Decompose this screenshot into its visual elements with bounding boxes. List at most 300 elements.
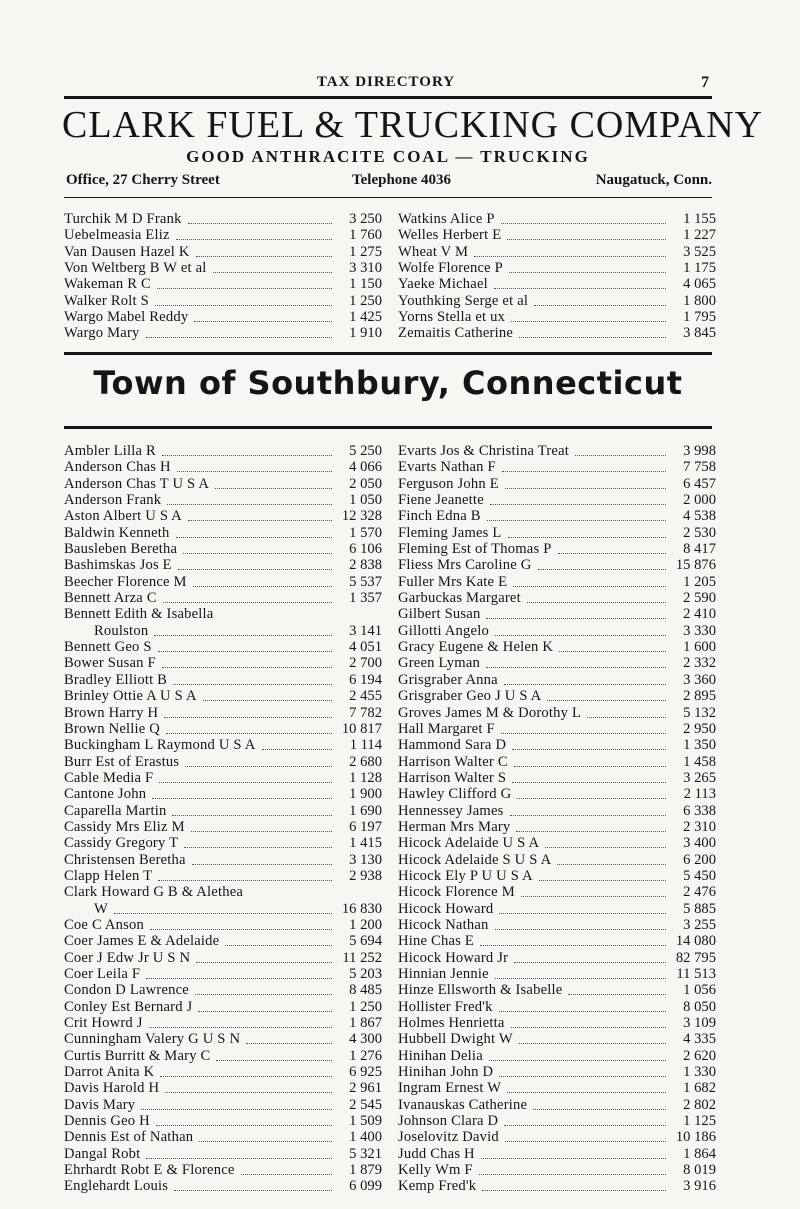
leader-dots — [146, 977, 332, 979]
entry-name — [398, 525, 670, 541]
entry-name — [64, 443, 336, 459]
leader-dots — [487, 519, 666, 521]
entry-name-text: Bennett Edith & Isabella — [64, 606, 214, 623]
directory-entry — [64, 884, 382, 900]
directory-entry — [398, 541, 716, 557]
leader-dots — [155, 304, 332, 306]
directory-entry — [398, 770, 716, 786]
entry-name — [64, 227, 336, 243]
entry-name — [64, 754, 336, 770]
entry-name-text: Fuller Mrs Kate E — [398, 573, 508, 590]
entry-assessment-value: 6 200 — [683, 851, 716, 868]
entry-name-text: Bennett Arza C — [64, 590, 157, 607]
entry-assessment-value: 1 150 — [349, 276, 382, 293]
entry-name-text: Joselovitz David — [398, 1129, 499, 1146]
directory-entry — [64, 325, 382, 341]
leader-dots — [246, 1042, 332, 1044]
entry-name-text: Ingram Ernest W — [398, 1080, 502, 1097]
entry-name — [398, 819, 670, 835]
entry-assessment-value: 15 876 — [675, 557, 716, 574]
directory-entry — [64, 1015, 382, 1031]
entry-name-text: Hubbell Dwight W — [398, 1031, 513, 1048]
entry-name-text: Conley Est Bernard J — [64, 998, 193, 1015]
entry-assessment-value: 1 275 — [349, 243, 382, 260]
entry-assessment-value: 1 175 — [683, 260, 716, 277]
directory-entry — [64, 459, 382, 475]
leader-dots — [162, 666, 332, 668]
entry-assessment-value: 10 186 — [675, 1129, 716, 1146]
entry-assessment-value: 1 690 — [349, 802, 382, 819]
entry-assessment-value: 3 130 — [349, 851, 382, 868]
entry-name — [398, 754, 670, 770]
directory-entry — [398, 1015, 716, 1031]
directory-entry — [64, 557, 382, 573]
leader-dots — [575, 454, 666, 456]
leader-dots — [481, 1157, 666, 1159]
entry-name — [64, 819, 336, 835]
entry-name-text: Anderson Chas H — [64, 459, 171, 476]
entry-name — [398, 557, 670, 573]
entry-assessment-value: 4 538 — [683, 508, 716, 525]
leader-dots — [172, 814, 332, 816]
entry-name — [398, 443, 670, 459]
entry-assessment-value: 5 203 — [349, 966, 382, 982]
entry-name — [64, 1015, 336, 1031]
leader-dots — [514, 961, 666, 963]
directory-entry — [64, 606, 382, 622]
entry-name — [64, 1097, 336, 1113]
entry-name-text: W — [94, 900, 108, 917]
leader-dots — [504, 1124, 666, 1126]
entry-assessment-value: 1 350 — [683, 737, 716, 754]
directory-entry — [398, 557, 716, 573]
leader-dots — [193, 585, 332, 587]
entry-name-text: Brown Harry H — [64, 704, 159, 721]
entry-assessment-value: 1 864 — [683, 1145, 716, 1162]
leader-dots — [547, 699, 666, 701]
entry-name — [398, 852, 670, 868]
leader-dots — [534, 304, 666, 306]
entry-name — [64, 1146, 336, 1162]
entry-name-text: Yorns Stella et ux — [398, 309, 506, 326]
entry-name-text: Hawley Clifford G — [398, 786, 512, 803]
leader-dots — [165, 1091, 332, 1093]
entry-name-text: Wargo Mary — [64, 325, 140, 342]
entry-name — [398, 1146, 670, 1162]
entry-assessment-value: 3 525 — [683, 243, 716, 260]
entry-name — [64, 982, 336, 998]
entry-name-text: Holmes Henrietta — [398, 1015, 505, 1032]
entry-name — [64, 508, 336, 524]
entry-name-text: Christensen Beretha — [64, 851, 186, 868]
entry-assessment-value: 2 838 — [349, 557, 382, 574]
entry-name — [398, 260, 670, 276]
entry-assessment-value: 1 910 — [349, 325, 382, 342]
directory-entry — [64, 574, 382, 590]
directory-entry — [398, 590, 716, 606]
directory-entry — [398, 1178, 716, 1194]
directory-entry — [64, 655, 382, 671]
entry-assessment-value: 2 961 — [349, 1080, 382, 1097]
entry-name-text: Davis Harold H — [64, 1080, 160, 1097]
entry-name — [398, 541, 670, 557]
entry-name — [64, 852, 336, 868]
entry-assessment-value: 1 900 — [349, 786, 382, 803]
entry-name-text: Welles Herbert E — [398, 227, 502, 244]
directory-entry — [398, 211, 716, 227]
entry-name-text: Clark Howard G B & Alethea — [64, 884, 244, 901]
entry-name-text: Beecher Florence M — [64, 573, 187, 590]
entry-name-text: Buckingham L Raymond U S A — [64, 737, 256, 754]
entry-name-text: Hall Margaret F — [398, 720, 495, 737]
entry-name-text: Condon D Lawrence — [64, 982, 189, 999]
directory-entry — [64, 1178, 382, 1194]
entry-name-text: Englehardt Louis — [64, 1178, 169, 1195]
leader-dots — [479, 1173, 666, 1175]
leader-dots — [533, 1108, 666, 1110]
entry-name-text: Bashimskas Jos E — [64, 557, 172, 574]
leader-dots — [213, 271, 332, 273]
entry-name — [64, 1129, 336, 1145]
entry-assessment-value: 12 328 — [341, 508, 382, 525]
directory-entry — [398, 999, 716, 1015]
entry-assessment-value: 2 895 — [683, 688, 716, 705]
leader-dots — [162, 454, 332, 456]
leader-dots — [519, 1042, 666, 1044]
entry-name — [64, 276, 336, 292]
leader-dots — [176, 536, 332, 538]
entry-assessment-value: 2 938 — [349, 867, 382, 884]
entry-assessment-value: 6 194 — [349, 671, 382, 688]
directory-entry — [64, 950, 382, 966]
leader-dots — [508, 536, 666, 538]
entry-assessment-value: 3 265 — [683, 769, 716, 786]
entry-assessment-value: 1 425 — [349, 309, 382, 326]
leader-dots — [154, 634, 332, 636]
entry-name — [398, 211, 670, 227]
leader-dots — [215, 487, 332, 489]
section-title: Town of Southbury, Connecticut — [93, 364, 683, 402]
directory-entry — [64, 1129, 382, 1145]
directory-entry — [398, 574, 716, 590]
entry-name-text: Ivanauskas Catherine — [398, 1096, 528, 1113]
entry-name — [398, 1178, 670, 1194]
entry-name-text: Wakeman R C — [64, 276, 151, 293]
entry-name — [64, 1064, 336, 1080]
entry-name-text: Dangal Robt — [64, 1145, 141, 1162]
entry-name-text: Yaeke Michael — [398, 276, 488, 293]
entry-name-text: Hicock Adelaide S U S A — [398, 851, 552, 868]
directory-entry — [398, 803, 716, 819]
entry-name-text: Cantone John — [64, 786, 147, 803]
leader-dots — [489, 1059, 666, 1061]
directory-entry — [398, 443, 716, 459]
entry-assessment-value: 1 125 — [683, 1113, 716, 1130]
entry-assessment-value: 4 051 — [349, 639, 382, 656]
entry-name-text: Fliess Mrs Caroline G — [398, 557, 532, 574]
leader-dots — [188, 519, 332, 521]
leader-dots — [160, 1075, 332, 1077]
directory-entry — [64, 443, 382, 459]
entry-name — [64, 884, 336, 900]
leader-dots — [163, 601, 332, 603]
entry-name — [398, 721, 670, 737]
entry-assessment-value: 1 800 — [683, 292, 716, 309]
leader-dots — [517, 797, 666, 799]
entry-assessment-value: 4 335 — [683, 1031, 716, 1048]
leader-dots — [195, 993, 332, 995]
entry-name — [398, 508, 670, 524]
entry-name-text: Bower Susan F — [64, 655, 156, 672]
entry-assessment-value: 6 197 — [349, 818, 382, 835]
entry-name-text: Ferguson John E — [398, 475, 499, 492]
leader-dots — [490, 503, 666, 505]
entry-name — [398, 1080, 670, 1096]
directory-entry — [64, 1162, 382, 1178]
entry-assessment-value: 1 879 — [349, 1162, 382, 1179]
entry-name — [64, 639, 336, 655]
entry-name — [398, 309, 670, 325]
directory-entry — [64, 803, 382, 819]
entry-assessment-value: 1 400 — [349, 1129, 382, 1146]
entry-name-text: Caparella Martin — [64, 802, 167, 819]
entry-name-text: Youthking Serge et al — [398, 292, 529, 309]
main-listing — [64, 443, 714, 1203]
directory-entry — [64, 227, 382, 243]
leader-dots — [152, 797, 332, 799]
leader-dots — [183, 552, 332, 554]
entry-name — [64, 459, 336, 475]
entry-name-text: Harrison Walter C — [398, 753, 508, 770]
entry-name-text: Dennis Est of Nathan — [64, 1129, 194, 1146]
leader-dots — [538, 568, 666, 570]
entry-assessment-value: 1 227 — [683, 227, 716, 244]
directory-entry — [398, 1162, 716, 1178]
directory-entry — [64, 966, 382, 982]
entry-name-text: Coer Leila F — [64, 966, 141, 982]
entry-name — [398, 950, 670, 966]
entry-name-text: Hicock Nathan — [398, 916, 489, 933]
entry-name — [64, 688, 336, 704]
running-head — [62, 74, 710, 96]
entry-assessment-value: 8 417 — [683, 541, 716, 558]
entry-name-text: Harrison Walter S — [398, 769, 507, 786]
directory-entry — [398, 492, 716, 508]
entry-assessment-value: 3 141 — [349, 622, 382, 639]
entry-name-text: Kelly Wm F — [398, 1162, 473, 1179]
leader-dots — [501, 732, 666, 734]
ad-company-name: CLARK FUEL & TRUCKING COMPANY — [62, 104, 764, 146]
directory-entry — [398, 1113, 716, 1129]
entry-name-text: Zemaitis Catherine — [398, 325, 514, 342]
entry-name-text: Fleming James L — [398, 524, 502, 541]
entry-name-text: Hine Chas E — [398, 933, 474, 950]
entry-assessment-value: 4 300 — [349, 1031, 382, 1048]
leader-dots — [495, 634, 666, 636]
entry-name — [64, 901, 336, 917]
directory-entry — [64, 1113, 382, 1129]
ad-office: Office, 27 Cherry Street — [66, 172, 220, 188]
directory-entry — [398, 459, 716, 475]
leader-dots — [486, 666, 666, 668]
top-listing — [64, 211, 714, 347]
directory-entry — [398, 737, 716, 753]
directory-entry — [64, 508, 382, 524]
entry-name — [398, 1064, 670, 1080]
entry-name — [64, 737, 336, 753]
directory-entry — [398, 950, 716, 966]
leader-dots — [149, 1026, 332, 1028]
entry-name-text: Hicock Howard Jr — [398, 949, 509, 966]
directory-entry — [64, 260, 382, 276]
entry-assessment-value: 16 830 — [341, 900, 382, 917]
entry-assessment-value: 3 845 — [683, 325, 716, 342]
directory-entry — [64, 819, 382, 835]
entry-name-text: Gilbert Susan — [398, 606, 481, 623]
directory-entry — [398, 672, 716, 688]
entry-name — [398, 999, 670, 1015]
entry-name-text: Bradley Elliott B — [64, 671, 168, 688]
directory-entry — [64, 293, 382, 309]
entry-name-text: Green Lyman — [398, 655, 481, 672]
directory-entry — [64, 1048, 382, 1064]
leader-dots — [188, 222, 332, 224]
leader-dots — [192, 863, 332, 865]
entry-name — [64, 309, 336, 325]
entry-name — [398, 770, 670, 786]
entry-assessment-value: 1 050 — [349, 492, 382, 509]
entry-assessment-value: 3 250 — [349, 211, 382, 227]
entry-name — [64, 574, 336, 590]
leader-dots — [509, 271, 666, 273]
directory-entry — [64, 737, 382, 753]
leader-dots — [159, 781, 332, 783]
entry-name-text: Fiene Jeanette — [398, 492, 484, 509]
entry-name — [398, 884, 670, 900]
leader-dots — [511, 320, 666, 322]
entry-assessment-value: 5 694 — [349, 933, 382, 950]
entry-name — [398, 590, 670, 606]
section-top-rule — [64, 352, 712, 355]
entry-name-text: Hinnian Jennie — [398, 966, 489, 982]
entry-assessment-value: 2 332 — [683, 655, 716, 672]
leader-dots — [505, 1140, 666, 1142]
entry-name-text: Walker Rolt S — [64, 292, 149, 309]
leader-dots — [486, 617, 666, 619]
entry-name — [398, 786, 670, 802]
leader-dots — [178, 568, 332, 570]
entry-assessment-value: 1 155 — [683, 211, 716, 227]
entry-name — [64, 525, 336, 541]
entry-name — [398, 276, 670, 292]
entry-name — [398, 868, 670, 884]
entry-name-text: Judd Chas H — [398, 1145, 475, 1162]
directory-entry — [398, 1048, 716, 1064]
entry-name — [398, 459, 670, 475]
leader-dots — [173, 683, 332, 685]
entry-assessment-value: 3 310 — [349, 260, 382, 277]
entry-name-text: Turchik M D Frank — [64, 211, 182, 227]
directory-entry — [64, 276, 382, 292]
leader-dots — [184, 846, 332, 848]
leader-dots — [499, 1010, 666, 1012]
running-title: TAX DIRECTORY — [316, 74, 456, 90]
entry-name — [398, 917, 670, 933]
leader-dots — [146, 1157, 332, 1159]
entry-name-text: Cunningham Valery G U S N — [64, 1031, 241, 1048]
leader-dots — [495, 977, 666, 979]
entry-name — [64, 672, 336, 688]
entry-name — [64, 492, 336, 508]
entry-assessment-value: 82 795 — [675, 949, 716, 966]
entry-assessment-value: 2 410 — [683, 606, 716, 623]
leader-dots — [474, 255, 666, 257]
entry-name-text: Dennis Geo H — [64, 1113, 150, 1130]
entry-name — [64, 966, 336, 982]
entry-assessment-value: 8 485 — [349, 982, 382, 999]
entry-name — [398, 1113, 670, 1129]
directory-entry — [398, 884, 716, 900]
directory-entry — [398, 754, 716, 770]
leader-dots — [527, 601, 666, 603]
directory-entry — [398, 819, 716, 835]
leader-dots — [177, 470, 332, 472]
entry-assessment-value: 5 537 — [349, 573, 382, 590]
directory-entry — [64, 309, 382, 325]
entry-name — [398, 933, 670, 949]
entry-assessment-value: 6 457 — [683, 475, 716, 492]
leader-dots — [114, 912, 332, 914]
entry-name — [64, 950, 336, 966]
leader-dots — [510, 814, 666, 816]
entry-assessment-value: 1 250 — [349, 292, 382, 309]
entry-name — [64, 933, 336, 949]
entry-name-text: Curtis Burritt & Mary C — [64, 1047, 211, 1064]
directory-entry — [64, 492, 382, 508]
entry-name-text: Hinihan John D — [398, 1064, 494, 1081]
leader-dots — [216, 1059, 332, 1061]
entry-assessment-value: 3 109 — [683, 1015, 716, 1032]
entry-assessment-value: 11 252 — [342, 949, 382, 966]
entry-name-text: Grisgraber Anna — [398, 671, 498, 688]
directory-entry — [64, 623, 382, 639]
directory-entry — [64, 1031, 382, 1047]
entry-name-text: Crit Howrd J — [64, 1015, 143, 1032]
leader-dots — [568, 993, 666, 995]
ad-telephone: Telephone 4036 — [352, 172, 452, 188]
entry-name-text: Hennessey James — [398, 802, 504, 819]
entry-name — [398, 737, 670, 753]
directory-entry — [64, 211, 382, 227]
entry-name — [398, 476, 670, 492]
main-listing-right-column — [398, 443, 716, 1195]
leader-dots — [512, 748, 666, 750]
entry-name-text: Hollister Fred'k — [398, 998, 493, 1015]
entry-name — [64, 541, 336, 557]
entry-name-text: Ehrhardt Robt E & Florence — [64, 1162, 235, 1179]
entry-assessment-value: 1 509 — [349, 1113, 382, 1130]
directory-entry — [398, 260, 716, 276]
entry-assessment-value: 4 066 — [349, 459, 382, 476]
entry-name-text: Wargo Mabel Reddy — [64, 309, 189, 326]
entry-assessment-value: 1 200 — [349, 916, 382, 933]
entry-assessment-value: 2 476 — [683, 884, 716, 901]
leader-dots — [198, 1010, 332, 1012]
entry-name — [64, 1178, 336, 1194]
entry-assessment-value: 2 050 — [349, 475, 382, 492]
entry-name-text: Johnson Clara D — [398, 1113, 499, 1130]
entry-assessment-value: 1 056 — [683, 982, 716, 999]
